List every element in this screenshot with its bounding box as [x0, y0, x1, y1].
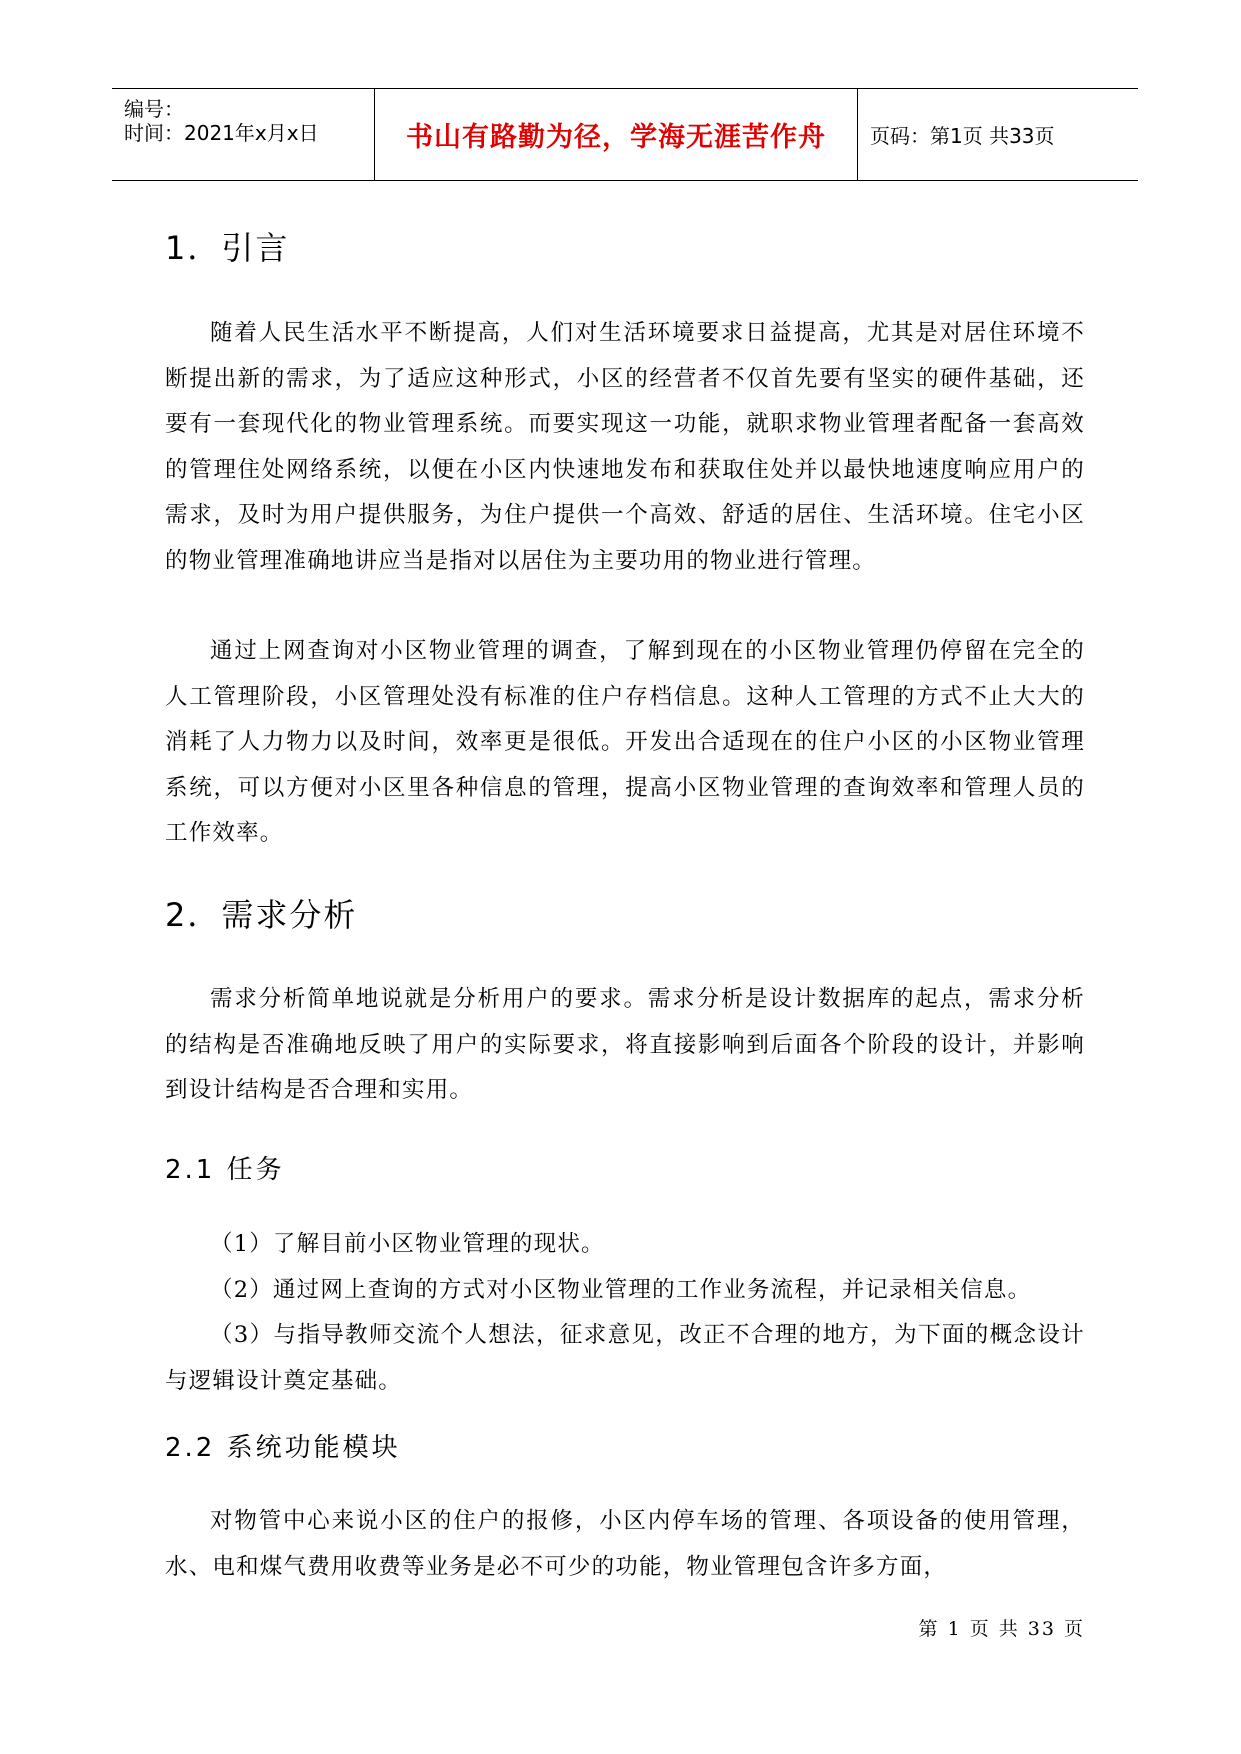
header-motto-cell: [374, 89, 858, 180]
subsection-title-modules: 2.2 系统功能模块: [165, 1433, 401, 1463]
modules-paragraph: 对物管中心来说小区的住户的报修，小区内停车场的管理、各项设备的使用管理，水、电和煤气费用收费等业务是必不可少的功能，物业管理包含许多方面，: [165, 1508, 1085, 1580]
section-title-introduction: 1．引言: [165, 229, 290, 267]
section-title-requirements: 2．需求分析: [165, 896, 358, 934]
task-item-3: （3）与指导教师交流个人想法，征求意见，改正不合理的地方，为下面的概念设计与逻辑设计奠定基础。: [165, 1322, 1085, 1394]
page-info: 页码：第1页 共33页: [870, 124, 1055, 148]
task-item-1: （1）了解目前小区物业管理的现状。: [210, 1231, 605, 1257]
header-page-cell: [858, 89, 1138, 180]
intro-paragraph-2: 通过上网查询对小区物业管理的调查，了解到现在的小区物业管理仍停留在完全的人工管理阶段，小区管理处没有标准的住户存档信息。这种人工管理的方式不止大大的消耗了人力物力以及时间，效率更是很低。开发出合适现在的住户小区的小区物业管理系统，可以方便对小区里各种信息的管理，提高小区物业管理的查询效率和管理人员的工作效率。: [165, 638, 1085, 846]
intro-paragraph-1: 随着人民生活水平不断提高，人们对生活环境要求日益提高，尤其是对居住环境不断提出新的需求，为了适应这种形式，小区的经营者不仅首先要有坚实的硬件基础，还要有一套现代化的物业管理系统。而要实现这一功能，就职求物业管理者配备一套高效的管理住处网络系统，以便在小区内快速地发布和获取住处并以最快地速度响应用户的需求，及时为用户提供服务，为住户提供一个高效、舒适的居住、生活环境。住宅小区的物业管理准确地讲应当是指对以居住为主要功用的物业进行管理。: [165, 320, 1085, 574]
subsection-title-tasks: 2.1 任务: [165, 1155, 285, 1185]
task-item-2: （2）通过网上查询的方式对小区物业管理的工作业务流程，并记录相关信息。: [210, 1277, 1032, 1303]
page-footer: 第 1 页 共 33 页: [918, 1618, 1085, 1640]
time-label: 时间：2021年x月x日: [124, 121, 319, 145]
document-header: [112, 88, 1138, 181]
motto-text: 书山有路勤为径，学海无涯苦作舟: [406, 122, 826, 153]
header-left-cell: [112, 89, 374, 180]
requirements-paragraph: 需求分析简单地说就是分析用户的要求。需求分析是设计数据库的起点，需求分析的结构是否准确地反映了用户的实际要求，将直接影响到后面各个阶段的设计，并影响到设计结构是否合理和实用。: [165, 986, 1085, 1103]
number-label: 编号：: [124, 97, 184, 121]
